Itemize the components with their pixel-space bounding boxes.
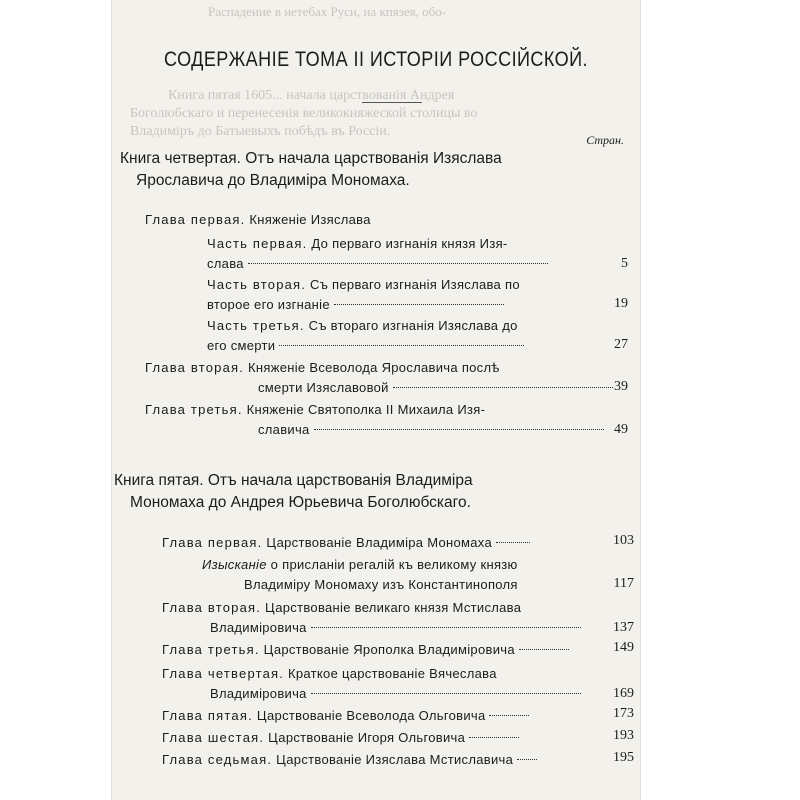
page-number: 169: [613, 686, 634, 701]
leader-dots: [489, 714, 529, 716]
part-text: слава: [207, 256, 244, 271]
bleed-through-line: Книга пятая 1605... начала царствованія Андрея: [168, 88, 455, 103]
page-number: 49: [614, 422, 628, 437]
leader-dots: [469, 736, 519, 738]
chapter-text: Царствованіе Ярополка Владиміровича: [263, 642, 515, 657]
leader-dots: [248, 262, 548, 264]
chapter-text: Княженіе Всеволода Ярославича послѣ: [248, 360, 500, 375]
chapter-text: Царствованіе Изяслава Мстиславича: [276, 752, 514, 767]
book-page: [112, 0, 640, 800]
book4-title-line: Ярославича до Владиміра Мономаха.: [136, 172, 410, 189]
part-text: Съ перваго изгнанія Изяслава по: [310, 277, 520, 292]
part-text: Съ втораго изгнанія Изяслава до: [308, 318, 518, 333]
leader-dots: [334, 303, 504, 305]
page-number: 27: [614, 337, 628, 352]
chapter-label: Глава седьмая.: [162, 752, 273, 767]
chapter-label: Глава шестая.: [162, 730, 265, 745]
part-text: его смерти: [207, 338, 276, 353]
page-number: 193: [613, 728, 634, 743]
chapter-label: Глава первая.: [145, 212, 246, 227]
chapter-label: Глава первая.: [162, 535, 263, 550]
chapter-text: Краткое царствованіе Вячеслава: [288, 666, 497, 681]
leader-dots: [393, 386, 613, 388]
chapter-text: Владиміровича: [210, 686, 307, 701]
excursus-text: о присланіи регалій къ великому князю: [270, 557, 518, 572]
book5-label: Книга пятая.: [114, 472, 204, 489]
toc-entry: [207, 234, 548, 274]
chapter-text: Княженіе Святополка II Михаила Изя-: [246, 402, 486, 417]
leader-dots: [519, 648, 569, 650]
page-number: 195: [613, 750, 634, 765]
bleed-through-line: Боголюбскаго и перенесенія великокняжеской столицы во: [130, 106, 478, 121]
toc-entry: [162, 533, 530, 553]
book4-label: Книга четвертая.: [120, 150, 241, 167]
chapter-label: Глава третья.: [162, 642, 260, 657]
toc-entry: [162, 598, 581, 638]
page-number: 5: [621, 256, 628, 271]
toc-entry: [202, 555, 518, 595]
chapter-label: Глава пятая.: [162, 708, 253, 723]
toc-entry: [145, 210, 371, 230]
chapter-label: Глава третья.: [145, 402, 243, 417]
excursus-text: Владиміру Мономаху изъ Константинополя: [244, 577, 518, 592]
page-number: 39: [614, 379, 628, 394]
bleed-through-line: Распадеиие в иетебах Руси, на кпязея, обо-: [208, 4, 447, 19]
chapter-label: Глава вторая.: [162, 600, 262, 615]
toc-entry: [162, 706, 529, 726]
book5-title-line: Мономаха до Андрея Юрьевича Боголюбскаго.: [130, 494, 471, 511]
part-text: До первагo изгнанія князя Изя-: [311, 236, 508, 251]
toc-entry: [145, 400, 604, 440]
chapter-text: Царствованіе Всеволода Ольговича: [256, 708, 486, 723]
part-label: Часть третья.: [207, 318, 305, 333]
toc-entry: [162, 728, 519, 748]
leader-dots: [311, 626, 581, 628]
page-number: 117: [613, 576, 634, 591]
page-number: 149: [613, 640, 634, 655]
chapter-text: Княженіе Изяслава: [249, 212, 371, 227]
page-number: 137: [613, 620, 634, 635]
chapter-text: Царствованіе великаго князя Мстислава: [265, 600, 522, 615]
chapter-text: смерти Изяславовой: [258, 380, 389, 395]
chapter-label: Глава вторая.: [145, 360, 245, 375]
book5-title-line: Отъ начала царствованія Владиміра: [207, 472, 473, 489]
title-rule: [362, 102, 422, 103]
chapter-text: Царствованіе Владиміра Мономаха: [266, 535, 492, 550]
toc-entry: [162, 750, 537, 770]
chapter-label: Глава четвертая.: [162, 666, 285, 681]
page-title: СОДЕРЖАНІЕ ТОМА II ИСТОРІИ РОССІЙСКОЙ.: [164, 48, 588, 71]
toc-entry: [207, 316, 524, 356]
part-label: Часть первая.: [207, 236, 308, 251]
book4-heading: [120, 148, 502, 192]
page-number: 103: [613, 533, 634, 548]
book4-title-line: Отъ начала царствованія Изяслава: [245, 150, 502, 167]
leader-dots: [314, 428, 604, 430]
bleed-through-line: Владиміръ до Батыевыхъ побѣдъ въ Россіи.: [130, 124, 391, 139]
part-text: второе его изгнаніе: [207, 297, 330, 312]
page-number: 19: [614, 296, 628, 311]
part-label: Часть вторая.: [207, 277, 307, 292]
chapter-text: славича: [258, 422, 310, 437]
toc-entry: [162, 664, 581, 704]
chapter-text: Царствованіе Игоря Ольговича: [268, 730, 466, 745]
excursus-label: Изысканіе: [202, 557, 267, 572]
leader-dots: [517, 758, 537, 760]
page-number: 173: [613, 706, 634, 721]
chapter-text: Владиміровича: [210, 620, 307, 635]
leader-dots: [311, 692, 581, 694]
leader-dots: [279, 344, 524, 346]
toc-entry: [145, 358, 613, 398]
book5-heading: [114, 470, 473, 514]
leader-dots: [496, 541, 530, 543]
toc-entry: [207, 275, 520, 315]
toc-entry: [162, 640, 569, 660]
page-column-header: Стран.: [586, 133, 624, 147]
